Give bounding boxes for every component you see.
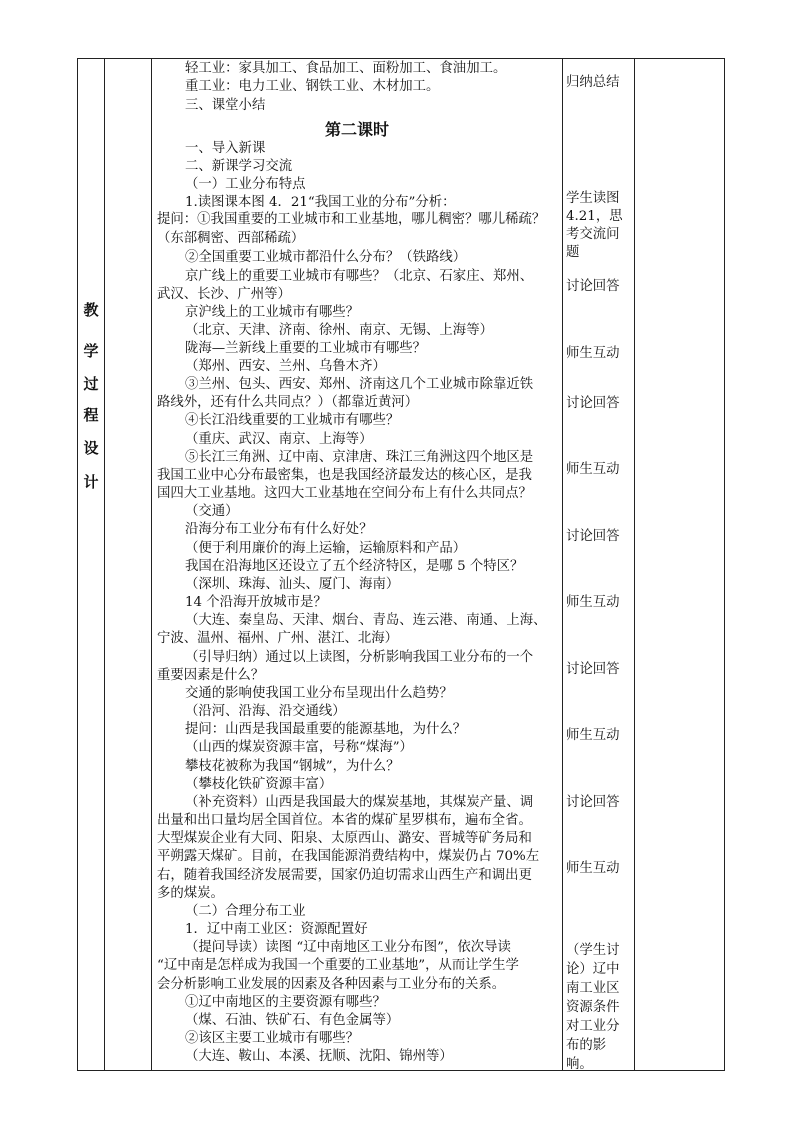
content-line: 轻工业：家具加工、食品加工、面粉加工、食油加工。	[185, 61, 507, 76]
section-label-char: 教	[83, 301, 99, 319]
content-line: 交通的影响使我国工业分布呈现出什么趋势？	[185, 686, 453, 701]
content-line: 1．辽中南工业区：资源配置好	[185, 922, 368, 937]
content-line: 沿海分布工业分布有什么好处？	[185, 522, 373, 537]
content-line: 二、新课学习交流	[185, 159, 293, 174]
content-line: 提问：山西是我国最重要的能源基地，为什么？	[185, 722, 467, 737]
content-line: 多的煤炭。	[157, 886, 224, 901]
content-line: “辽中南是怎样成为我国一个重要的工业基地”，从而让学生学	[157, 958, 519, 973]
content-line: 京沪线上的工业城市有哪些？	[185, 305, 360, 320]
content-line: （沿河、沿海、沿交通线）	[185, 704, 346, 719]
note: 讨论回答	[566, 396, 620, 411]
content-line: （大连、鞍山、本溪、抚顺、沈阳、锦州等）	[185, 1049, 453, 1064]
content-line: （北京、天津、济南、徐州、南京、无锡、上海等）	[185, 323, 493, 338]
note: 学生读图4.21，思考交流问题	[566, 191, 623, 260]
content-line: 提问：①我国重要的工业城市和工业基地，哪儿稠密？哪儿稀疏？	[157, 212, 546, 227]
content-line: （引导归纳）通过以上读图，分析影响我国工业分布的一个	[185, 650, 534, 665]
content-line: 出量和出口量均居全国首位。本省的煤矿星罗棋布，遍布全省。	[157, 813, 532, 828]
content-line: （二）合理分布工业	[185, 904, 306, 919]
content-line: 我国在沿海地区还设立了五个经济特区，是哪 5 个特区？	[185, 559, 524, 574]
content-line: ①辽中南地区的主要资源有哪些？	[185, 995, 386, 1010]
content-line: 14 个沿海开放城市是？	[185, 595, 327, 610]
content-line: 我国工业中心分布最密集，也是我国经济最发达的核心区，是我	[157, 468, 532, 483]
content-line: （山西的煤炭资源丰富，号称“煤海”）	[185, 740, 413, 755]
content-line: （补充资料）山西是我国最大的煤炭基地，其煤炭产量、调	[185, 795, 534, 810]
content-line: （一）工业分布特点	[185, 177, 306, 192]
lesson-table	[77, 58, 725, 1071]
content-line: 大型煤炭企业有大同、阳泉、太原西山、潞安、晋城等矿务局和	[157, 831, 532, 846]
note: 师生互动	[566, 462, 620, 477]
content-line: （攀枝化铁矿资源丰富）	[185, 777, 333, 792]
section-label-char: 设	[83, 439, 99, 457]
content-line: （煤、石油、铁矿石、有色金属等）	[185, 1013, 400, 1028]
content-line: （重庆、武汉、南京、上海等）	[185, 432, 373, 447]
content-line: 一、导入新课	[185, 141, 266, 156]
content-line: （大连、秦皇岛、天津、烟台、青岛、连云港、南通、上海、	[185, 613, 547, 628]
content-line: ③兰州、包头、西安、郑州、济南这几个工业城市除靠近铁	[185, 377, 534, 392]
note: 师生互动	[566, 728, 620, 743]
content-line: ②全国重要工业城市都沿什么分布？（铁路线）	[185, 250, 467, 265]
content-line: （郑州、西安、兰州、乌鲁木齐）	[185, 359, 386, 374]
content-line: 重工业：电力工业、钢铁工业、木材加工。	[185, 79, 440, 94]
content-line: 1.读图课本图 4．21“我国工业的分布”分析：	[185, 195, 456, 210]
content-line: （提问导读）读图 “辽中南地区工业分布图”，依次导读	[185, 940, 511, 955]
section-label-char: 学	[83, 342, 99, 360]
column-divider-4	[634, 59, 635, 1070]
note: 讨论回答	[566, 795, 620, 810]
content-line: ②该区主要工业城市有哪些？	[185, 1031, 360, 1046]
content-line: （深圳、珠海、汕头、厦门、海南）	[185, 577, 400, 592]
section-label	[78, 59, 104, 1070]
content-line: 京广线上的重要工业城市有哪些？（北京、石家庄、郑州、	[185, 269, 534, 284]
content-line: 攀枝花被称为我国“钢城”，为什么？	[185, 759, 400, 774]
note: 讨论回答	[566, 279, 620, 294]
content-line: 会分析影响工业发展的因素及各种因素与工业分布的关系。	[157, 977, 506, 992]
content-line: ⑤长江三角洲、辽中南、京津唐、珠江三角洲这四个地区是	[185, 450, 534, 465]
content-line: （东部稠密、西部稀疏）	[157, 231, 305, 246]
note: 讨论回答	[566, 662, 620, 677]
content-line: 武汉、长沙、广州等）	[157, 287, 291, 302]
content-line: （交通）	[185, 504, 239, 519]
content-line: 平朔露天煤矿。目前，在我国能源消费结构中，煤炭仍占 70%左	[157, 849, 540, 864]
note: 师生互动	[566, 346, 620, 361]
note: 师生互动	[566, 861, 620, 876]
content-line: 路线外，还有什么共同点？）（都靠近黄河）	[157, 395, 419, 410]
content-line: （便于利用廉价的海上运输，运输原料和产品）	[185, 541, 467, 556]
section-label-char: 过	[83, 375, 99, 393]
note: （学生讨论）辽中南工业区资源条件对工业分布的影响。	[566, 943, 620, 1072]
content-line: 陇海—兰新线上重要的工业城市有哪些？	[185, 341, 427, 356]
content-line: 右，随着我国经济发展需要，国家仍迫切需求山西生产和调出更	[157, 868, 532, 883]
note: 归纳总结	[566, 75, 620, 90]
content-line: 国四大工业基地。这四大工业基地在空间分布上有什么共同点？	[157, 486, 532, 501]
lesson-title: 第二课时	[324, 120, 389, 139]
note: 讨论回答	[566, 529, 620, 544]
column-divider-1	[104, 59, 105, 1070]
section-label-char: 计	[83, 473, 99, 491]
content-line: 三、课堂小结	[185, 98, 266, 113]
content-line: ④长江沿线重要的工业城市有哪些？	[185, 413, 400, 428]
column-divider-2	[151, 59, 152, 1070]
note: 师生互动	[566, 595, 620, 610]
content-line: 重要因素是什么？	[157, 668, 265, 683]
column-divider-3	[562, 59, 563, 1070]
content-line: 宁波、温州、福州、广州、湛江、北海）	[157, 631, 399, 646]
section-label-char: 程	[83, 406, 99, 424]
